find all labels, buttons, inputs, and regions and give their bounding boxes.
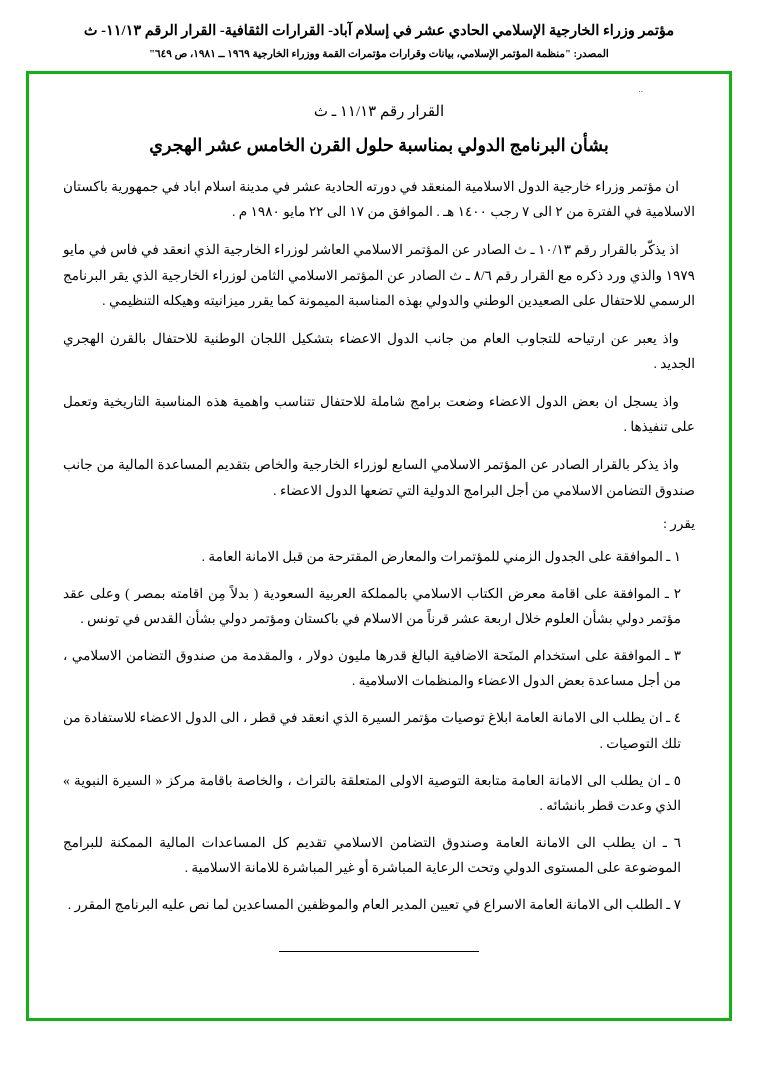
list-item: ٧ ـ الطلب الى الامانة العامة الاسراع في تعيين المدير العام والموظفين المساعدين لما نص عليه البرنامج المقرر . (67, 897, 681, 913)
decides-label: يقرر : (663, 515, 695, 531)
paragraph: واذ يعبر عن ارتياحه للتجاوب العام من جانب الدول الاعضاء بتشكيل اللجان الوطنية للاحتفال بالقرن الهجري الجديد . (63, 330, 695, 372)
header-source: المصدر: "منظمة المؤتمر الإسلامي، بيانات وقرارات مؤتمرات القمة ووزراء الخارجية ١٩٦٩ ــ ١٩٨١، ص ٦٤٩" (149, 48, 609, 60)
list-item: ٢ ـ الموافقة على اقامة معرض الكتاب الاسلامي بالمملكة العربية السعودية ( بدلاً مِن اقامته بمصر ) وعلى عقد مؤتمر دولي بشأن العلوم خلال اربعة عشر قرناً من الاسلام في باكستان ومؤتمر دولي بشأن القدس في تونس . (63, 585, 681, 627)
document-frame (26, 71, 732, 1021)
resolution-number: القرار رقم ١١/١٣ ـ ث (313, 104, 445, 121)
resolution-title: بشأن البرنامج الدولي بمناسبة حلول القرن الخامس عشر الهجري (149, 135, 609, 156)
paragraph: واذ يذكر بالقرار الصادر عن المؤتمر الاسلامي السابع لوزراء الخارجية والخاص بتقديم المساعدة المالية من جانب صندوق التضامن الاسلامي من أجل البرامج الدولية التي تضعها الدول الاعضاء . (63, 457, 695, 498)
list-item: ٦ ـ ان يطلب الى الامانة العامة وصندوق التضامن الاسلامي تقديم كل المساعدات المالية الممكنة للبرامج الموضوعة على المستوى الدولي وتحت الرعاية المباشرة أو غير المباشرة للامانة الاسلامية . (63, 835, 681, 876)
resolution-items (63, 544, 695, 918)
page-header (26, 22, 732, 61)
list-item: ٤ ـ ان يطلب الى الامانة العامة ابلاغ توصيات مؤتمر السيرة الذي انعقد في قطر ، الى الدول الاعضاء للاستفادة من تلك التوصيات . (63, 710, 681, 751)
list-item: ٣ ـ الموافقة على استخدام المنَحة الاضافية البالغ قدرها مليون دولار ، والمقدمة من صندوق التضامن الاسلامي ، من أجل مساعدة بعض الدول الاعضاء والمنظمات الاسلامية . (63, 648, 681, 689)
corner-mark: .. (638, 84, 643, 95)
paragraph: ان مؤتمر وزراء خارجية الدول الاسلامية المنعقد في دورته الحادية عشر في مدينة اسلام اباد في جمهورية باكستان الاسلامية في الفترة من ٢ الى ٧ رجب ١٤٠٠ هـ . الموافق من ١٧ الى ٢٢ مايو ١٩٨٠ م . (63, 179, 695, 220)
paragraph: واذ يسجل ان بعض الدول الاعضاء وضعت برامج شاملة للاحتفال تتناسب واهمية هذه المناسبة التاريخية وتعمل على تنفيذها . (63, 394, 695, 435)
list-item: ١ ـ الموافقة على الجدول الزمني للمؤتمرات والمعارض المقترحة من قبل الامانة العامة . (201, 548, 681, 564)
footer-divider (279, 951, 479, 952)
header-title: مؤتمر وزراء الخارجية الإسلامي الحادي عشر في إسلام آباد- القرارات الثقافية- القرار الرقم ١١/١٣- ث (83, 23, 675, 39)
list-item: ٥ ـ ان يطلب الى الامانة العامة متابعة التوصية الاولى المتعلقة بالتراث ، والخاصة باقامة مركز « السيرة النبوية » الذي وعدت قطر بانشائه . (63, 772, 681, 813)
paragraph: اذ يذكّر بالقرار رقم ١٠/١٣ ـ ث الصادر عن المؤتمر الاسلامي العاشر لوزراء الخارجية الذي انعقد في فاس في مايو ١٩٧٩ والذي ورد ذكره مع القرار رقم ٨/٦ ـ ث الصادر عن المؤتمر الاسلامي الثامن لوزراء الخارجية الذي يقر البرنامج الرسمي للاحتفال على الصعيدين الوطني والدولي بهذه المناسبة الميمونة كما يقرر ميزانيته وهيكله التنظيمي . (63, 242, 695, 308)
